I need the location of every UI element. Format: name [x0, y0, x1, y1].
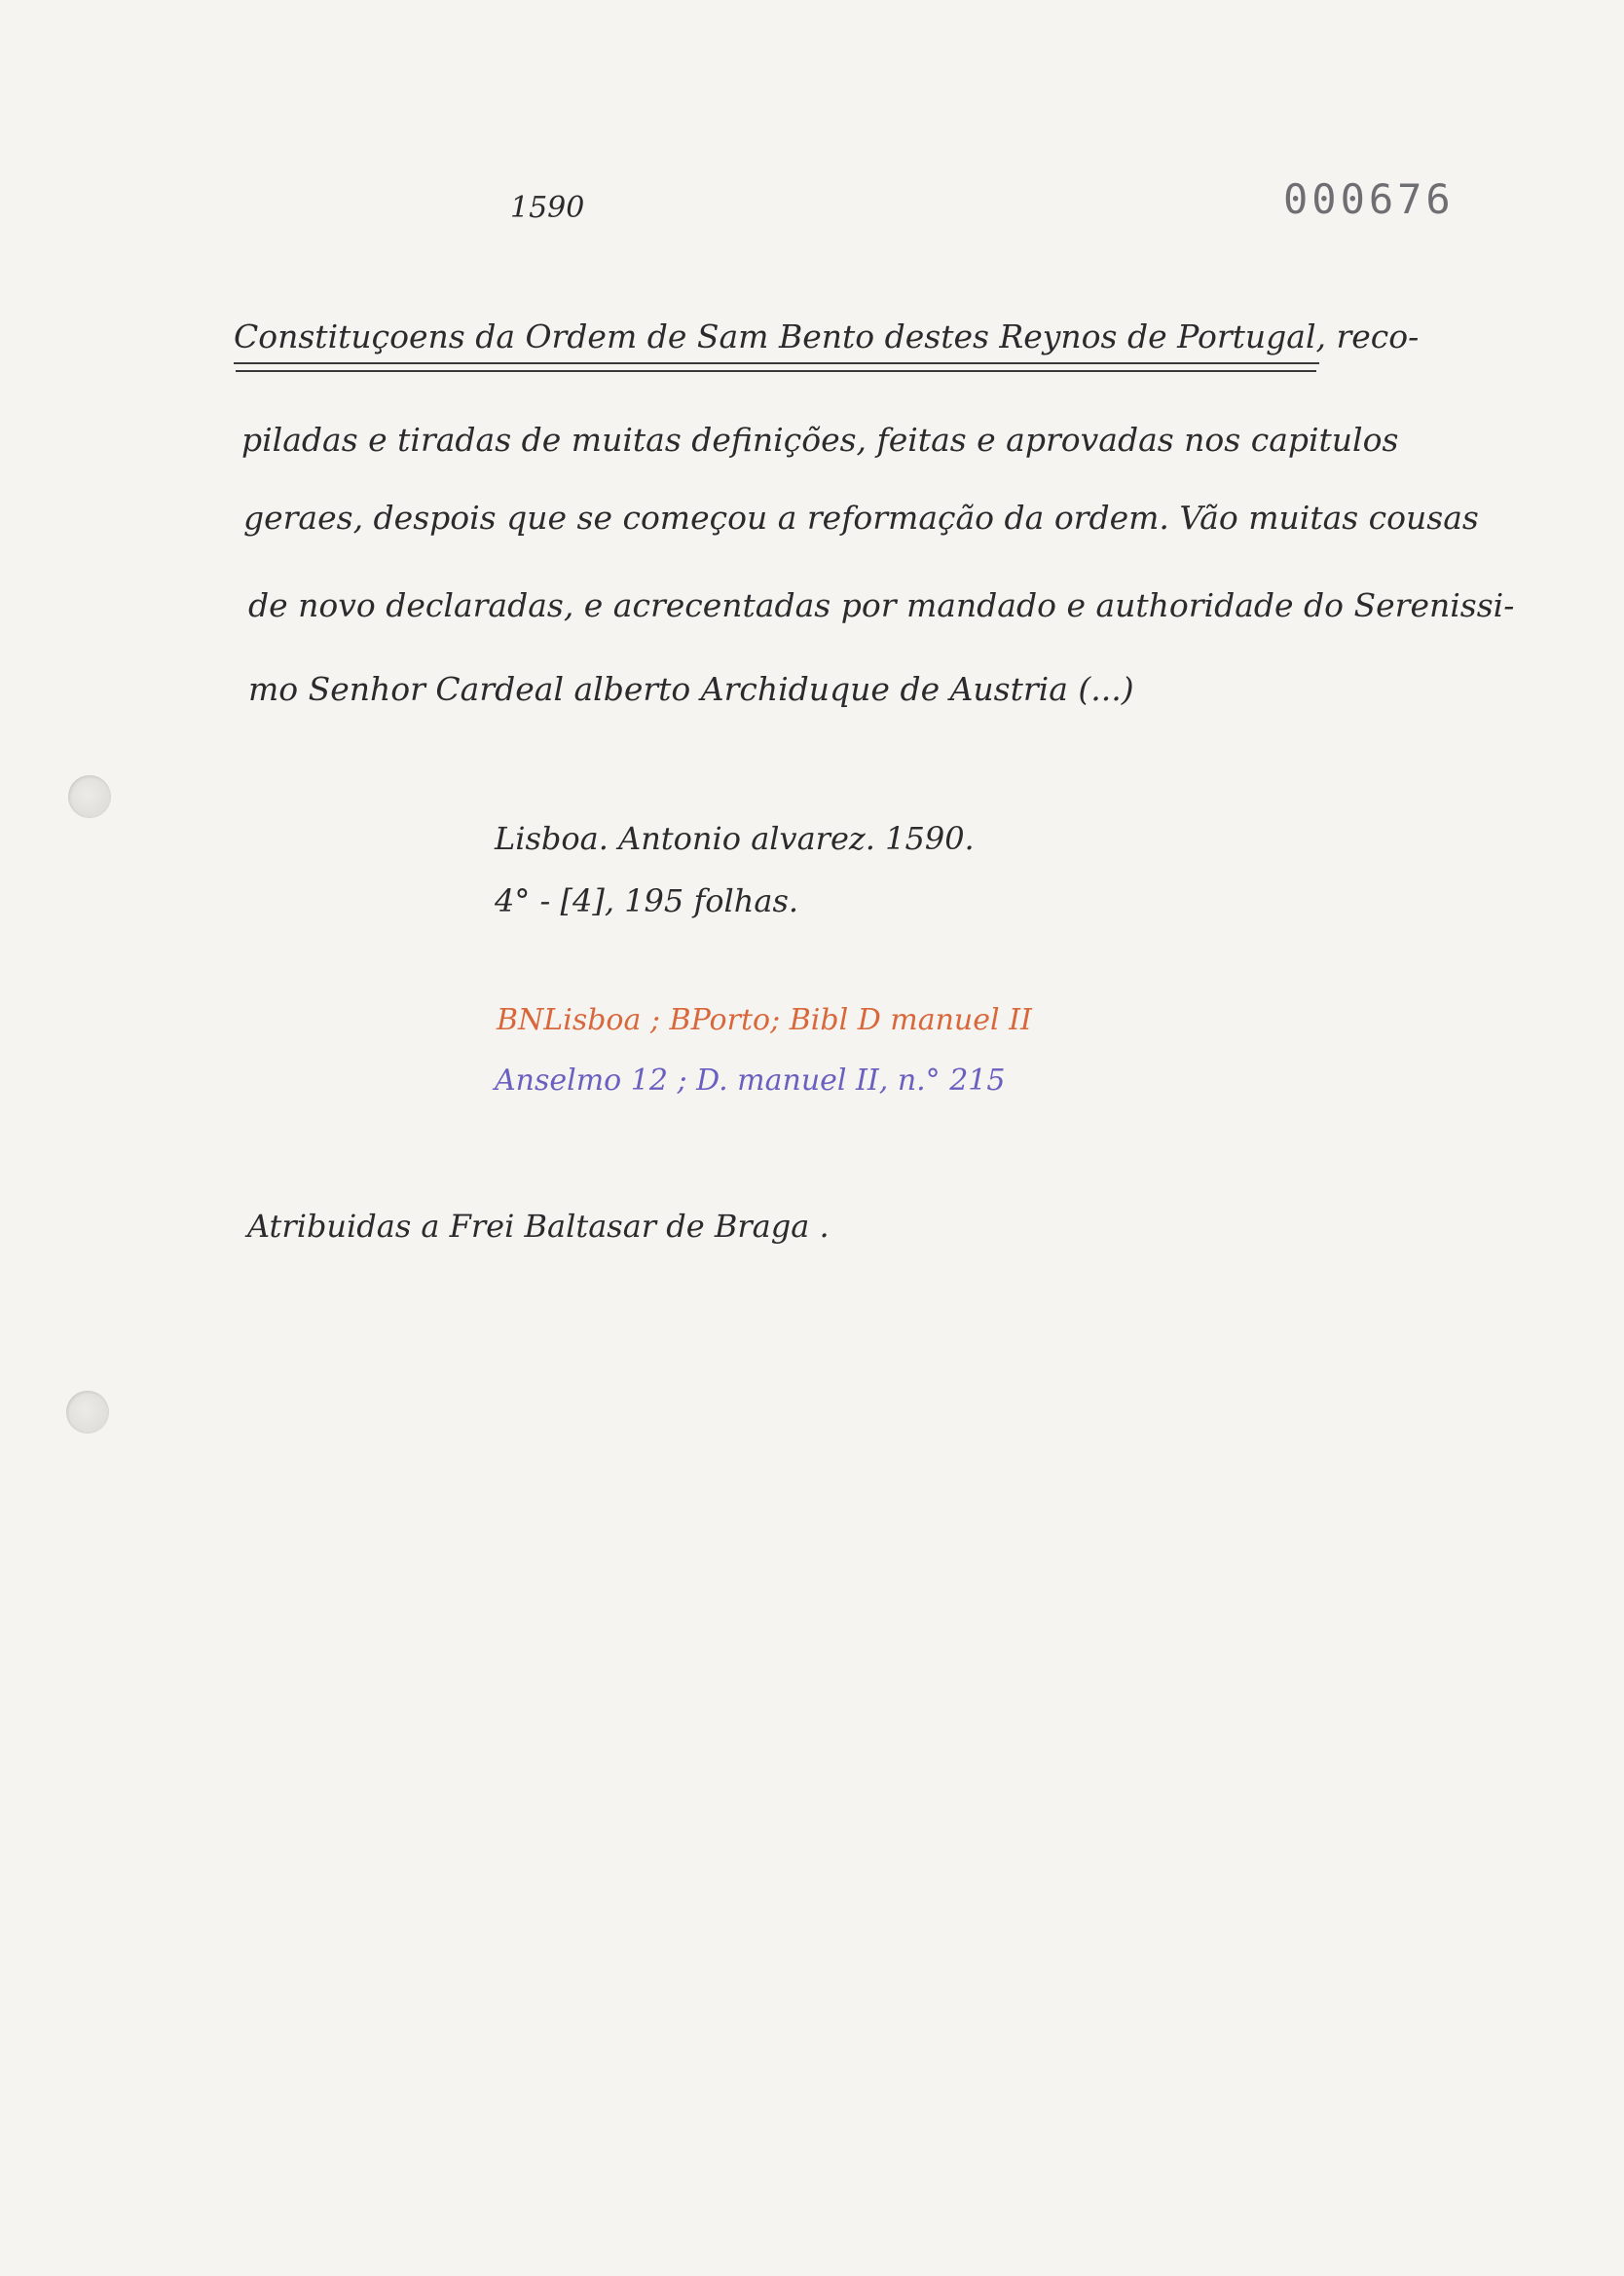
year-heading: 1590	[510, 191, 585, 225]
title-line-1: Constituçoens da Ordem de Sam Bento destes Reynos de Portugal, reco-	[234, 317, 1420, 355]
title-line-3: geraes, despois que se começou a reformação da ordem. Vão muitas cousas	[243, 499, 1479, 537]
library-locations-red: BNLisboa ; BPorto; Bibl D manuel II	[497, 1003, 1032, 1037]
title-line-5: mo Senhor Cardeal alberto Archiduque de Austria (...)	[248, 670, 1134, 708]
title-line-4: de novo declaradas, e acrecentadas por mandado e authoridade do Serenissi-	[248, 586, 1515, 624]
punch-hole-top	[68, 775, 111, 818]
bibliography-references-blue: Anselmo 12 ; D. manuel II, n.° 215	[495, 1063, 1006, 1098]
title-underline	[234, 362, 1319, 364]
collation: 4° - [4], 195 folhas.	[495, 882, 799, 919]
imprint: Lisboa. Antonio alvarez. 1590.	[495, 820, 975, 857]
title-line-2: piladas e tiradas de muitas definições, feitas e aprovadas nos capitulos	[241, 421, 1399, 459]
reference-number-stamp: 000676	[1283, 175, 1455, 223]
title-underline-double	[236, 370, 1316, 372]
attribution-note: Atribuidas a Frei Baltasar de Braga .	[247, 1208, 830, 1245]
punch-hole-bottom	[66, 1391, 109, 1434]
